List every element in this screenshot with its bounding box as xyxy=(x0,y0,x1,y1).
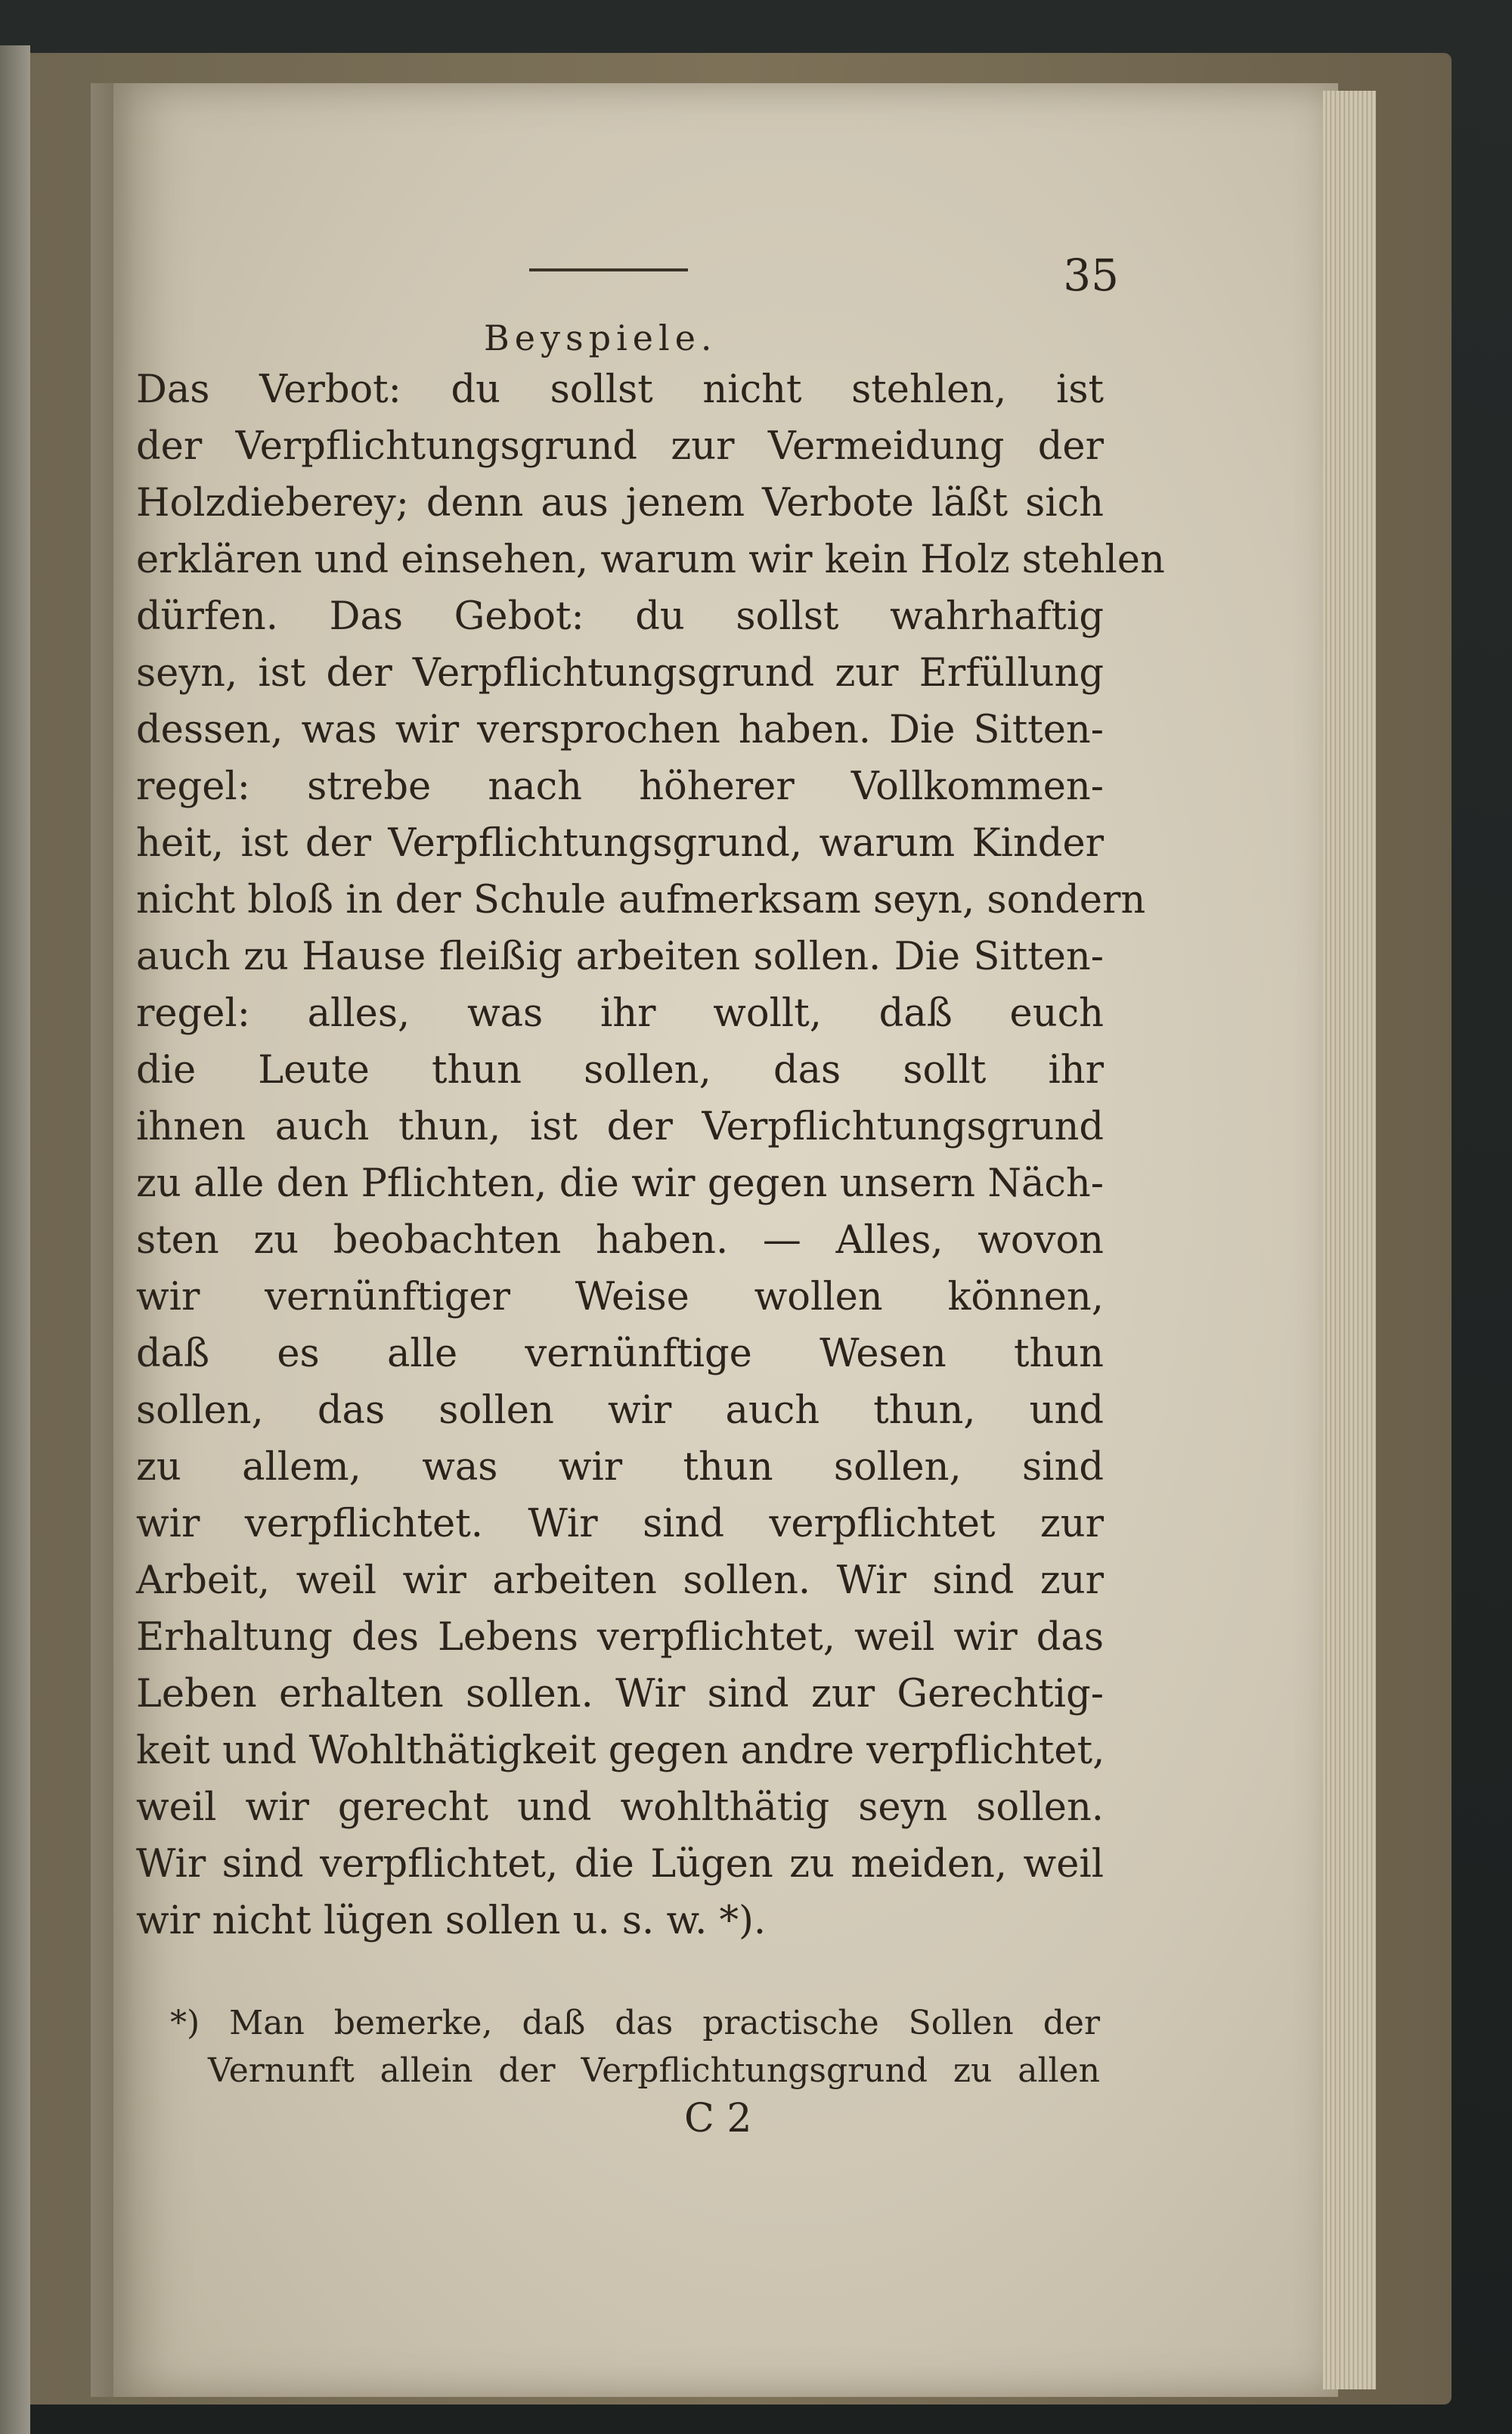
text-line: daß es alle vernünftige Wesen thun xyxy=(136,1332,1104,1376)
text-line: regel: strebe nach höherer Vollkommen- xyxy=(136,764,1104,809)
text-line: wir vernünftiger Weise wollen können, xyxy=(136,1275,1104,1319)
text-line: weil wir gerecht und wohlthätig seyn sollen. xyxy=(136,1785,1104,1830)
text-line: zu allem, was wir thun sollen, sind xyxy=(136,1445,1104,1490)
text-line: ihnen auch thun, ist der Verpflichtungsgrund xyxy=(136,1105,1104,1149)
header-rule xyxy=(529,268,688,271)
text-line: zu alle den Pflichten, die wir gegen unsern Näch- xyxy=(136,1161,1104,1206)
text-line: nicht bloß in der Schule aufmerksam seyn, sondern xyxy=(136,878,1146,922)
text-line: sten zu beobachten haben. — Alles, wovon xyxy=(136,1218,1104,1263)
section-heading: Beyspiele. xyxy=(484,318,717,358)
text-line: Das Verbot: du sollst nicht stehlen, ist xyxy=(136,367,1104,412)
text-line: Holzdieberey; denn aus jenem Verbote läßt sich xyxy=(136,481,1104,526)
text-line: Arbeit, weil wir arbeiten sollen. Wir sind zur xyxy=(136,1558,1104,1603)
text-line: keit und Wohlthätigkeit gegen andre verpflichtet, xyxy=(136,1729,1105,1773)
text-line: sollen, das sollen wir auch thun, und xyxy=(136,1388,1104,1433)
footnote-line: *) Man bemerke, daß das practische Sollen der xyxy=(170,2004,1100,2042)
text-line: Leben erhalten sollen. Wir sind zur Gerechtig- xyxy=(136,1672,1104,1716)
text-line-last: wir nicht lügen sollen u. s. w. *). xyxy=(136,1899,767,1943)
footnote-line: Vernunft allein der Verpflichtungsgrund zu allen xyxy=(208,2051,1100,2090)
text-line: Wir sind verpflichtet, die Lügen zu meiden, weil xyxy=(136,1842,1104,1887)
text-line: dessen, was wir versprochen haben. Die Sitten- xyxy=(136,708,1104,752)
text-line: Erhaltung des Lebens verpflichtet, weil wir das xyxy=(136,1615,1104,1660)
text-line: regel: alles, was ihr wollt, daß euch xyxy=(136,991,1104,1036)
text-line: die Leute thun sollen, das sollt ihr xyxy=(136,1048,1104,1093)
page-number: 35 xyxy=(1063,250,1119,301)
signature-mark: C 2 xyxy=(684,2096,752,2141)
text-line: dürfen. Das Gebot: du sollst wahrhaftig xyxy=(136,594,1104,639)
text-line: seyn, ist der Verpflichtungsgrund zur Erfüllung xyxy=(136,651,1104,696)
text-line: wir verpflichtet. Wir sind verpflichtet zur xyxy=(136,1502,1104,1546)
text-line: heit, ist der Verpflichtungsgrund, warum Kinder xyxy=(136,821,1104,866)
text-line: auch zu Hause fleißig arbeiten sollen. Die Sitten- xyxy=(136,935,1104,979)
text-line: der Verpflichtungsgrund zur Vermeidung der xyxy=(136,424,1104,469)
text-line: erklären und einsehen, warum wir kein Holz stehlen xyxy=(136,538,1165,582)
